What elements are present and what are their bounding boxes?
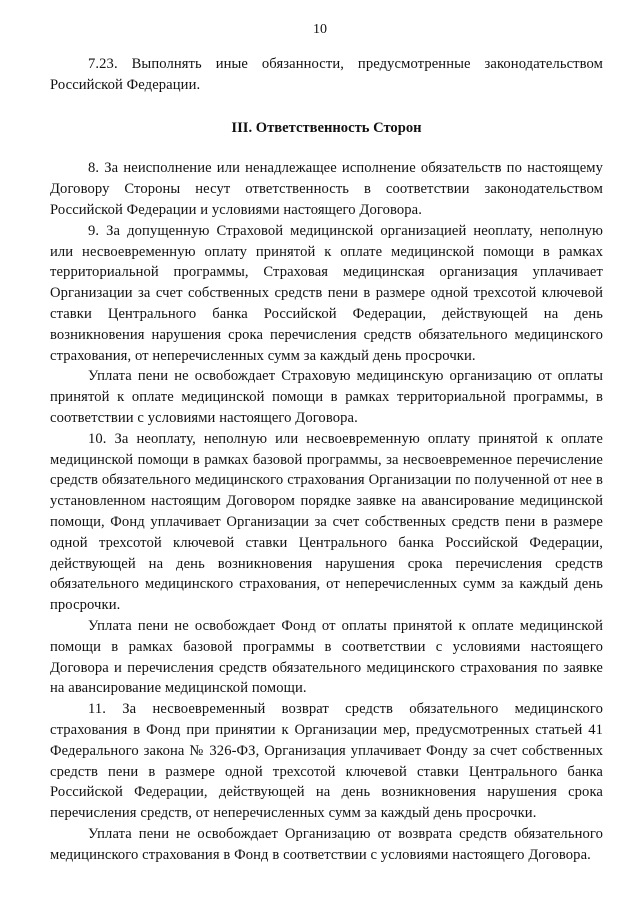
paragraph-7-23: 7.23. Выполнять иные обязанности, предусмотренные законодательством Российской Федерации. xyxy=(50,56,603,93)
paragraph-10-penalty-note: Уплата пени не освобождает Фонд от оплаты принятой к оплате медицинской помощи в рамках базовой программы в соответствии с условиями настоящего Договора и перечисления средств обязательного медицинского страхования по заявке на авансирование медицинской помощи. xyxy=(50,617,603,697)
paragraph-11: 11. За несвоевременный возврат средств обязательного медицинского страхования в Фонд при принятии к Организации мер, предусмотренных статьей 41 Федерального закона № 326-ФЗ, Организация уплачивает Фонду за счет собственных средств пени в размере одной трехсотой ключевой ставки Центрального банка Российской Федерации, действующей на день возникновения нарушения срока перечисления средств, от неперечисленных сумм за каждый день просрочки. xyxy=(50,701,603,822)
paragraph-11-penalty-note: Уплата пени не освобождает Организацию от возврата средств обязательного медицинского страхования в Фонд в соответствии с условиями настоящего Договора. xyxy=(50,825,603,863)
document-body xyxy=(50,54,603,865)
paragraph-10: 10. За неоплату, неполную или несвоевременную оплату принятой к оплате медицинской помощи в рамках базовой программы, за несвоевременное перечисление средств обязательного медицинского страхования Организации по полученной от нее в установленном настоящим Договором порядке заявке на авансирование медицинской помощи, Фонд уплачивает Организации за счет собственных средств пени в размере одной трехсотой ключевой ставки Центрального банка Российской Федерации, действующей на день возникновения нарушения срока перечисления средств обязательного медицинского страхования, от неперечисленных сумм за каждый день просрочки. xyxy=(50,430,603,614)
paragraph-8: 8. За неисполнение или ненадлежащее исполнение обязательств по настоящему Договору Стороны несут ответственность в соответствии законодательством Российской Федерации и условиями настоящего Договора. xyxy=(50,160,603,218)
section-heading: III. Ответственность Сторон xyxy=(231,119,422,136)
paragraph-9-penalty-note: Уплата пени не освобождает Страховую медицинскую организацию от оплаты принятой к оплате медицинской помощи в рамках территориальной программы, в соответствии с условиями настоящего Договора. xyxy=(50,368,603,426)
paragraph-9: 9. За допущенную Страховой медицинской организацией неоплату, неполную или несвоевременную оплату принятой к оплате медицинской помощи в рамках территориальной программы, Страховая медицинская организация уплачивает Организации за счет собственных средств пени в размере одной трехсотой ключевой ставки Центрального банка Российской Федерации, действующей на день возникновения нарушения срока перечисления средств обязательного медицинского страхования, от неперечисленных сумм за каждый день просрочки. xyxy=(50,222,603,364)
page-number: 10 xyxy=(313,22,327,37)
